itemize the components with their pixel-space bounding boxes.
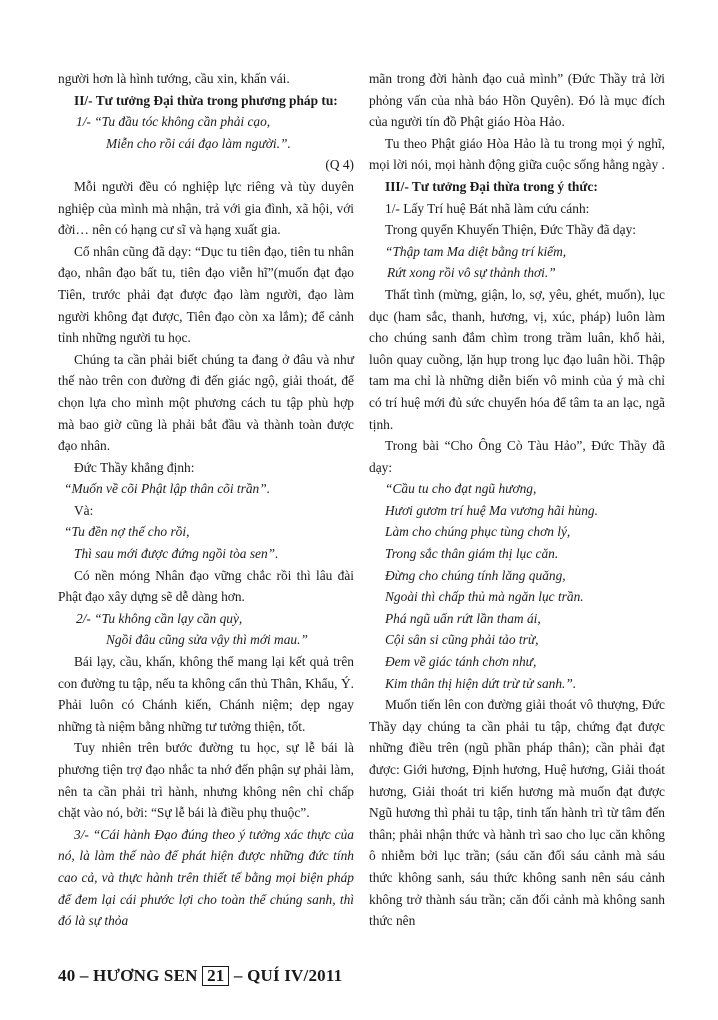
paragraph: Muốn tiến lên con đường giải thoát vô thượng, Đức Thầy dạy chúng ta cần phải tu tập, chứng đạt được những điều trên (ngũ phần pháp thân); cần phải đạt được: Giới hương, Định hương, Huệ hương, Giải thoát hương, Giải thoát tri kiến hương mà muốn đạt được Ngũ hương thì phải tu tập, tinh tấn hành trì từ tâm đến thân; phải nhận thức và hành trì sao cho lục căn không ô nhiễm bởi lục trần; (sáu căn đối sáu cảnh mà sáu thức không sanh, sáu thức không sanh nên sáu cảnh không trở thành sáu trần; căn đối cảnh mà không sanh thức nên xyxy=(369,697,665,929)
page-footer xyxy=(58,966,342,986)
paragraph: Rứt xong rồi vô sự thảnh thơi.” xyxy=(387,265,556,281)
paragraph: Tu theo Phật giáo Hòa Hảo là tu trong mọi ý nghĩ, mọi lời nói, mọi hành động giữa cuộc sống hằng ngày . xyxy=(369,135,665,173)
paragraph: mãn trong đời hành đạo cuả mình” (Đức Thầy trả lời phỏng vấn của nhà báo Hồn Quyên). Đó là mục đích của người tín đồ Phật giáo Hòa Hảo. xyxy=(369,71,665,130)
paragraph: Ngoài thì chấp thủ mà ngăn lục trần. xyxy=(385,589,584,605)
paragraph: Làm cho chúng phục tùng chơn lý, xyxy=(385,524,571,540)
page-number: 40 xyxy=(58,966,76,985)
paragraph: Tuy nhiên trên bước đường tu học, sự lễ bái là phương tiện trợ đạo nhắc ta nhớ đến phận sự phải làm, nên ta cần phải trì hành, nhưng không nên chỉ chấp chặt vào nó, bởi: “Sự lễ bái là điều phụ thuộc”. xyxy=(58,740,354,821)
issue-number: 21 xyxy=(202,966,229,986)
right-text-column xyxy=(369,68,665,932)
paragraph: người hơn là hình tướng, cầu xin, khấn vái. xyxy=(58,71,290,86)
paragraph: Miễn cho rồi cái đạo làm người.”. xyxy=(106,135,291,151)
paragraph: Đức Thầy khẳng định: xyxy=(74,459,195,475)
paragraph: “Cầu tu cho đạt ngũ hương, xyxy=(385,481,537,497)
paragraph: Trong sắc thân giám thị lục căn. xyxy=(385,546,559,562)
issue-period: – QUÍ IV/2011 xyxy=(233,966,343,985)
paragraph: Đừng cho chúng tính lăng quăng, xyxy=(385,567,566,583)
paragraph: 1/- Lấy Trí huệ Bát nhã làm cứu cánh: xyxy=(385,200,590,216)
paragraph: Hươi gươm trí huệ Ma vương hãi hùng. xyxy=(385,502,598,518)
paragraph: “Thập tam Ma diệt bằng trí kiếm, xyxy=(385,243,567,259)
paragraph: Kim thân thị hiện dứt trừ tử sanh.”. xyxy=(385,675,577,691)
paragraph: Phá ngũ uẩn rứt lần tham ái, xyxy=(385,610,541,626)
paragraph: Trong bài “Cho Ông Cò Tàu Hảo”, Đức Thầy đã dạy: xyxy=(369,438,665,475)
paragraph: Trong quyển Khuyến Thiện, Đức Thầy đã dạy: xyxy=(385,222,636,238)
paragraph: 3/- “Cái hành Đạo đúng theo ý tưởng xác thực của nó, là làm thế nào để phát hiện được những đức tính cao cả, và thực hành trên thiết tế bằng mọi biện pháp để đem lại cái phước lợi cho toàn thể chúng sanh, thì đó là sự thỏa xyxy=(58,826,354,929)
magazine-name: – HƯƠNG SEN xyxy=(79,966,198,985)
paragraph: Bái lạy, cầu, khấn, không thể mang lại kết quả trên con đường tu tập, nếu ta không cẩn thủ Thân, Khẩu, Ý. Phải luôn có Chánh kiến, Chánh niệm; dẹp ngay những tà niệm bằng những tư tưởng thiện, tốt. xyxy=(58,654,354,734)
paragraph: Ngồi đâu cũng sửa vậy thì mới mau.” xyxy=(106,632,308,648)
paragraph: Đem về giác tánh chơn như, xyxy=(385,654,537,670)
paragraph: 2/- “Tu không cần lạy cần quỳ, xyxy=(76,610,243,626)
paragraph: Cổ nhân cũng đã dạy: “Dục tu tiên đạo, tiên tu nhân đạo, nhân đạo bất tu, tiên đạo viễn hĩ”(muốn đạt đạo Tiên, trước phải đạt được đạo làm người, đạo làm người không đạt được, Tiên đạo còn xa lắm); để cảnh tỉnh những người tu học. xyxy=(58,243,354,346)
paragraph: Có nền móng Nhân đạo vững chắc rồi thì lâu đài Phật đạo xây dựng sẽ dễ dàng hơn. xyxy=(58,567,354,605)
paragraph: Cội sân si cũng phải tảo trừ, xyxy=(385,632,539,648)
paragraph: III/- Tư tưởng Đại thừa trong ý thức: xyxy=(385,178,598,194)
paragraph: “Muốn về cõi Phật lập thân cõi trần”. xyxy=(64,481,271,497)
paragraph: 1/- “Tu đầu tóc không cần phải cạo, xyxy=(76,114,271,130)
paragraph: Chúng ta cần phải biết chúng ta đang ở đâu và như thế nào trên con đường đi đến giác ngộ, giải thoát, để chọn lựa cho mình một phương cách tu tập phù hợp mà bao giờ cũng là phải bắt đầu và thành toàn được đạo nhân. xyxy=(58,351,354,454)
paragraph: (Q 4) xyxy=(325,157,354,173)
paragraph: Thất tình (mừng, giận, lo, sợ, yêu, ghét, muốn), lục dục (ham sắc, thanh, hương, vị, xúc, pháp) luôn làm cho chúng sanh đắm chìm trong trầm luân, khổ hải, luôn quay cuồng, lặn hụp trong lục đạo luân hồi. Thập tam ma chỉ là những diễn biến vô minh của ý mà chỉ có trí huệ mới đủ sức chuyển hóa để tâm ta an lạc, ngã tịnh. xyxy=(369,286,665,432)
left-text-column xyxy=(58,68,354,932)
paragraph: Mỗi người đều có nghiệp lực riêng và tùy duyên nghiệp của mình mà nhận, trả với gia đình, xã hội, với đời… nên có hạng cư sĩ và hạng xuất gia. xyxy=(58,178,354,238)
paragraph: “Tu đền nợ thế cho rồi, xyxy=(64,524,190,540)
paragraph: II/- Tư tưởng Đại thừa trong phương pháp tu: xyxy=(74,92,338,108)
paragraph: Thì sau mới được đứng ngồi tòa sen”. xyxy=(74,546,279,562)
paragraph: Và: xyxy=(74,502,94,518)
